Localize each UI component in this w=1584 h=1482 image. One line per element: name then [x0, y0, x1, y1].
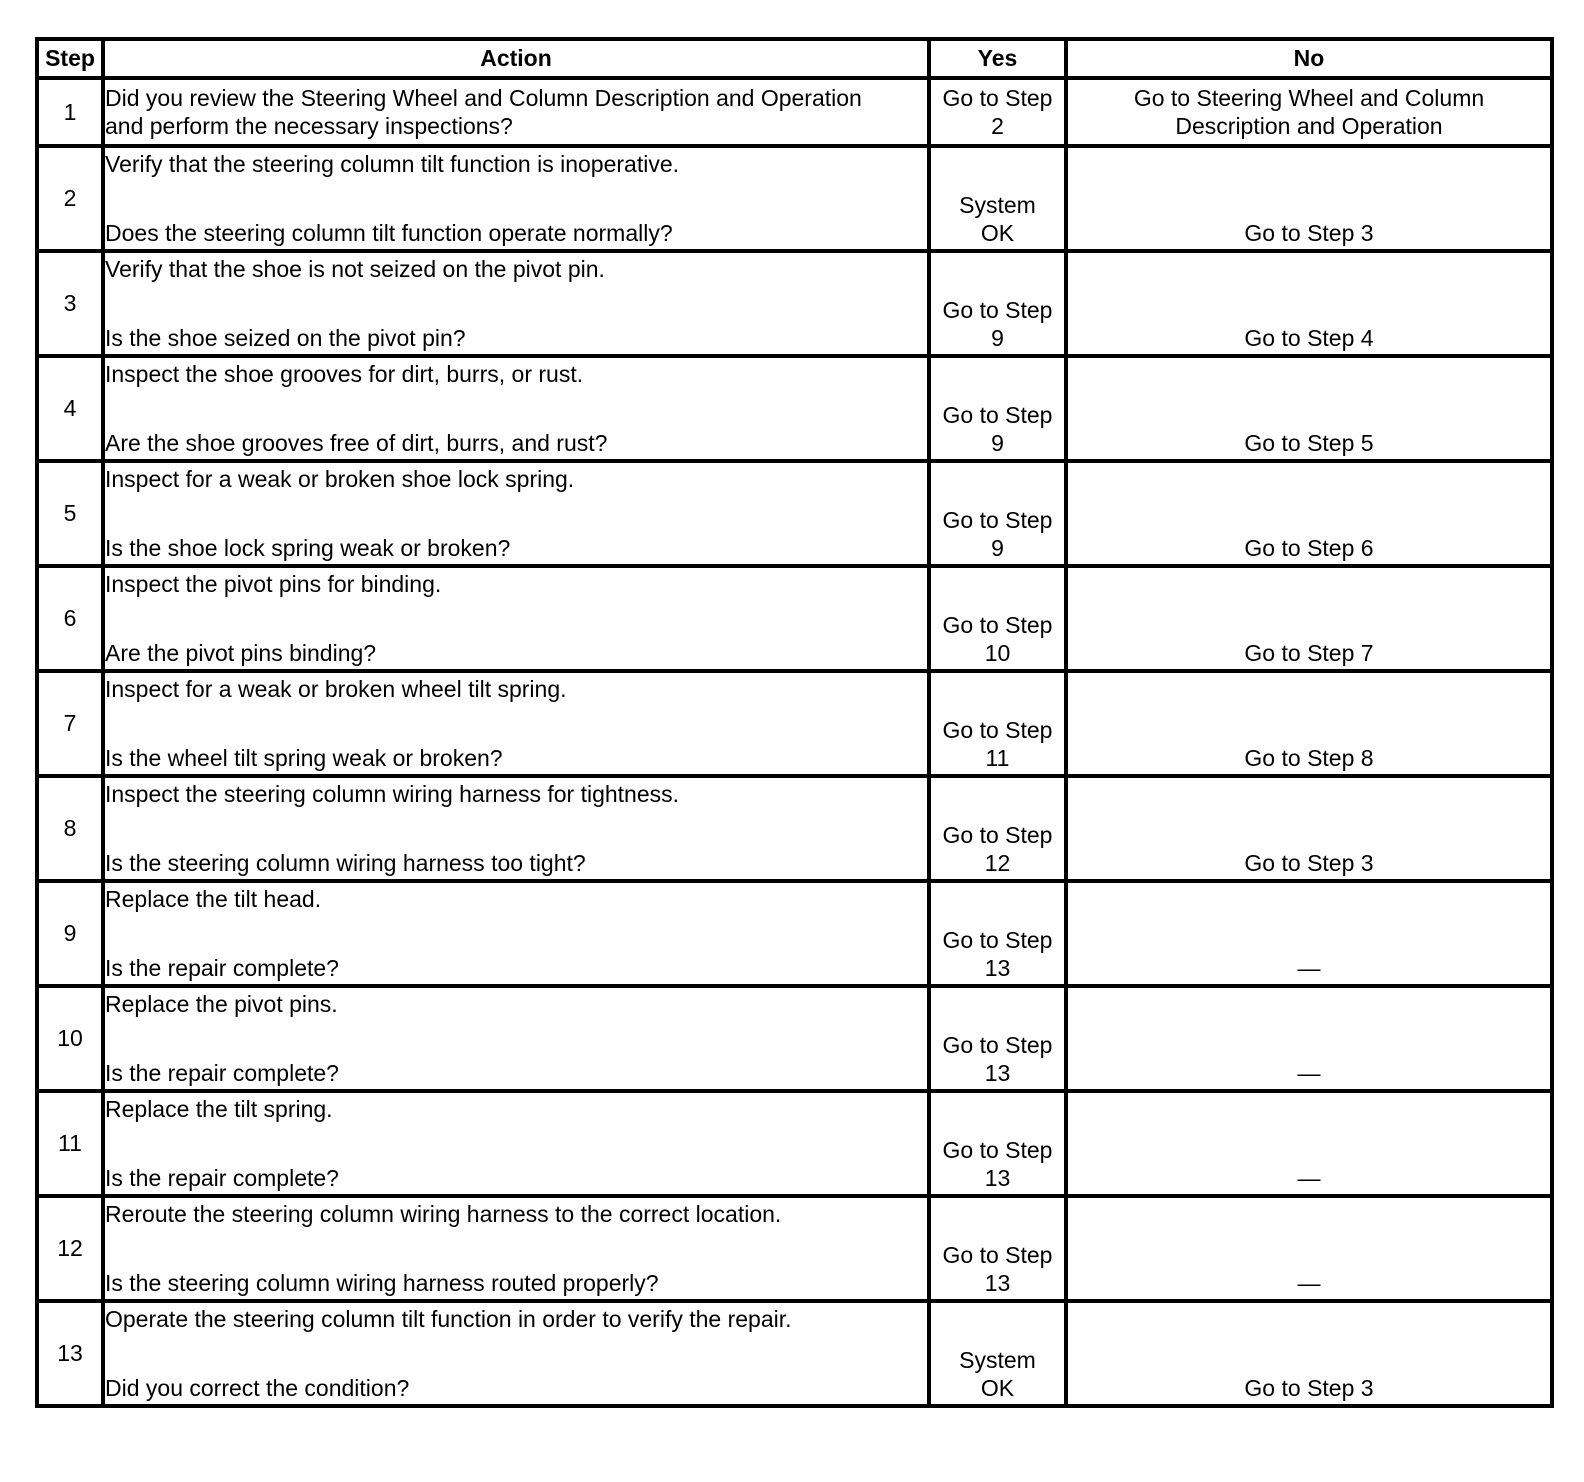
yes-line: Go to Step — [942, 401, 1053, 428]
no-cell — [1066, 1301, 1552, 1406]
table-row — [37, 1091, 1552, 1196]
action-instruction: Inspect for a weak or broken shoe lock spring. — [105, 465, 575, 492]
action-cell — [103, 776, 929, 881]
yes-line: Go to Step — [942, 506, 1053, 533]
table-row — [37, 986, 1552, 1091]
action-cell — [103, 986, 929, 1091]
yes-cell — [929, 671, 1066, 776]
yes-line: 13 — [984, 1059, 1011, 1086]
action-question: Did you correct the condition? — [105, 1374, 410, 1401]
no-line: Description and Operation — [1175, 113, 1443, 139]
no-value: Go to Step 3 — [1244, 849, 1374, 876]
table-row — [37, 1301, 1552, 1406]
yes-line: 9 — [991, 534, 1004, 561]
action-question: Is the steering column wiring harness too tight? — [105, 849, 586, 876]
yes-cell — [929, 881, 1066, 986]
table-row — [37, 881, 1552, 986]
header-yes: Yes — [929, 39, 1066, 78]
step-number: 12 — [37, 1196, 103, 1301]
step-number: 11 — [37, 1091, 103, 1196]
step-number: 10 — [37, 986, 103, 1091]
diagnostic-table — [35, 37, 1554, 1408]
action-instruction: Inspect the shoe grooves for dirt, burrs, or rust. — [105, 360, 584, 387]
step-number: 9 — [37, 881, 103, 986]
yes-line: Go to Step — [942, 1241, 1053, 1268]
action-line: and perform the necessary inspections? — [105, 113, 513, 139]
action-cell — [103, 1301, 929, 1406]
yes-line: System — [959, 1346, 1036, 1373]
step-number: 3 — [37, 251, 103, 356]
action-line: Did you review the Steering Wheel and Column Description and Operation — [105, 85, 862, 111]
table-row — [37, 776, 1552, 881]
action-instruction: Replace the tilt spring. — [105, 1095, 333, 1122]
step-number: 8 — [37, 776, 103, 881]
no-value: Go to Step 8 — [1244, 744, 1374, 771]
action-instruction: Verify that the shoe is not seized on the pivot pin. — [105, 255, 605, 282]
action-cell — [103, 146, 929, 251]
action-cell — [103, 461, 929, 566]
yes-cell — [929, 146, 1066, 251]
yes-line: 13 — [984, 954, 1011, 981]
no-value: Go to Step 6 — [1244, 534, 1374, 561]
table-row — [37, 566, 1552, 671]
no-value: Go to Step 7 — [1244, 639, 1374, 666]
action-cell — [103, 881, 929, 986]
action-question: Is the repair complete? — [105, 1164, 339, 1191]
header-step: Step — [37, 39, 103, 78]
action-question: Is the shoe seized on the pivot pin? — [105, 324, 466, 351]
table-row — [37, 146, 1552, 251]
no-value: — — [1297, 1269, 1321, 1296]
header-action: Action — [103, 39, 929, 78]
yes-line: Go to Step — [942, 716, 1053, 743]
no-cell — [1066, 671, 1552, 776]
yes-line: System — [959, 191, 1036, 218]
yes-cell — [929, 1301, 1066, 1406]
no-cell — [1066, 356, 1552, 461]
yes-cell — [929, 356, 1066, 461]
yes-cell — [929, 566, 1066, 671]
action-question: Is the wheel tilt spring weak or broken? — [105, 744, 503, 771]
action-cell — [103, 251, 929, 356]
action-question: Does the steering column tilt function operate normally? — [105, 219, 673, 246]
yes-cell — [929, 776, 1066, 881]
action-cell — [103, 78, 929, 146]
no-cell — [1066, 566, 1552, 671]
action-cell — [103, 1196, 929, 1301]
action-instruction: Operate the steering column tilt function in order to verify the repair. — [105, 1305, 792, 1332]
no-value: — — [1297, 954, 1321, 981]
no-value: Go to Step 3 — [1244, 1374, 1374, 1401]
yes-line: OK — [980, 1374, 1015, 1401]
action-cell — [103, 671, 929, 776]
no-cell — [1066, 986, 1552, 1091]
yes-line: 10 — [984, 639, 1011, 666]
table-row — [37, 671, 1552, 776]
no-cell — [1066, 776, 1552, 881]
yes-line: OK — [980, 219, 1015, 246]
action-cell — [103, 356, 929, 461]
no-value: Go to Step 5 — [1244, 429, 1374, 456]
action-question: Is the steering column wiring harness routed properly? — [105, 1269, 659, 1296]
action-question: Is the repair complete? — [105, 954, 339, 981]
yes-line: 13 — [984, 1164, 1011, 1191]
action-question: Are the pivot pins binding? — [105, 639, 377, 666]
yes-line: Go to Step — [942, 1136, 1053, 1163]
yes-line: 2 — [991, 113, 1004, 139]
step-number: 7 — [37, 671, 103, 776]
yes-line: Go to Step — [942, 1031, 1053, 1058]
yes-cell — [929, 986, 1066, 1091]
no-value: Go to Step 3 — [1244, 219, 1374, 246]
yes-line: Go to Step — [942, 611, 1053, 638]
no-cell — [1066, 461, 1552, 566]
no-line: Go to Steering Wheel and Column — [1133, 85, 1485, 111]
header-row — [37, 39, 1552, 78]
no-value: — — [1297, 1164, 1321, 1191]
table-row — [37, 251, 1552, 356]
action-question: Is the shoe lock spring weak or broken? — [105, 534, 511, 561]
action-instruction: Inspect the steering column wiring harness for tightness. — [105, 780, 680, 807]
step-number: 13 — [37, 1301, 103, 1406]
yes-line: Go to Step — [942, 926, 1053, 953]
no-cell — [1066, 881, 1552, 986]
yes-line: 11 — [985, 744, 1010, 771]
action-cell — [103, 1091, 929, 1196]
action-instruction: Inspect for a weak or broken wheel tilt spring. — [105, 675, 567, 702]
yes-cell — [929, 461, 1066, 566]
action-instruction: Reroute the steering column wiring harness to the correct location. — [105, 1200, 782, 1227]
header-no: No — [1066, 39, 1552, 78]
action-question: Is the repair complete? — [105, 1059, 339, 1086]
step-number: 5 — [37, 461, 103, 566]
no-cell — [1066, 1091, 1552, 1196]
no-cell — [1066, 1196, 1552, 1301]
table-row — [37, 1196, 1552, 1301]
yes-line: Go to Step — [942, 85, 1053, 111]
no-cell — [1066, 251, 1552, 356]
step-number: 1 — [37, 78, 103, 146]
action-instruction: Replace the tilt head. — [105, 885, 322, 912]
table-row — [37, 461, 1552, 566]
yes-line: 12 — [984, 849, 1011, 876]
no-value: — — [1297, 1059, 1321, 1086]
yes-cell — [929, 1196, 1066, 1301]
no-cell — [1066, 146, 1552, 251]
yes-line: 9 — [991, 324, 1004, 351]
step-number: 2 — [37, 146, 103, 251]
action-question: Are the shoe grooves free of dirt, burrs, and rust? — [105, 429, 608, 456]
yes-cell — [929, 1091, 1066, 1196]
step-number: 4 — [37, 356, 103, 461]
no-cell — [1066, 78, 1552, 146]
table-row — [37, 78, 1552, 146]
yes-cell — [929, 251, 1066, 356]
step-number: 6 — [37, 566, 103, 671]
yes-line: Go to Step — [942, 296, 1053, 323]
action-cell — [103, 566, 929, 671]
action-instruction: Inspect the pivot pins for binding. — [105, 570, 442, 597]
table-row — [37, 356, 1552, 461]
yes-line: 13 — [984, 1269, 1011, 1296]
yes-line: 9 — [991, 429, 1004, 456]
action-instruction: Verify that the steering column tilt function is inoperative. — [105, 150, 680, 177]
no-value: Go to Step 4 — [1244, 324, 1374, 351]
yes-line: Go to Step — [942, 821, 1053, 848]
action-instruction: Replace the pivot pins. — [105, 990, 338, 1017]
yes-cell — [929, 78, 1066, 146]
